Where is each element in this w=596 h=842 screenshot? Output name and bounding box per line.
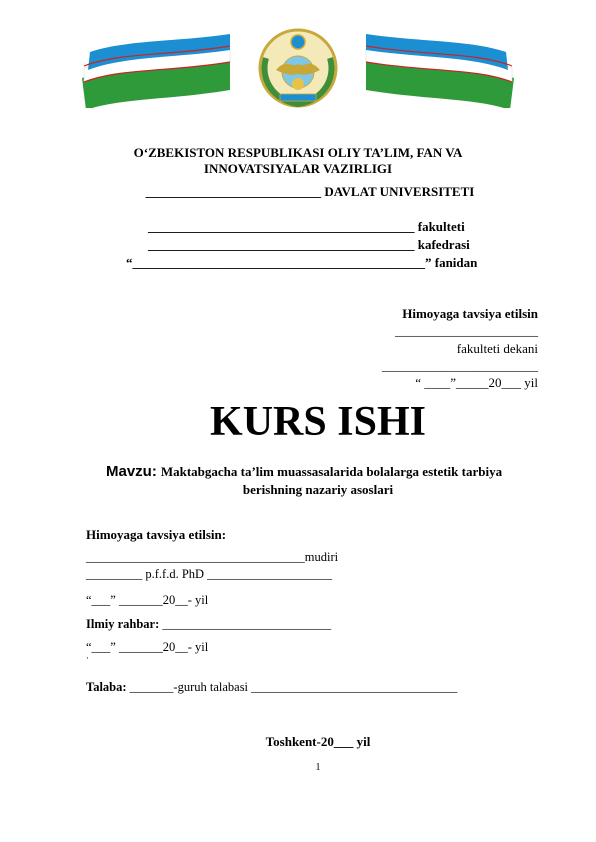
topic-line-2: berishning nazariy asoslari	[242, 482, 394, 497]
student-text: _______-guruh talabasi _________________________________	[126, 680, 458, 694]
university-line: ___________________________ DAVLAT UNIVERSITETI	[145, 184, 475, 199]
ministry-line-2: INNOVATSIYALAR VAZIRLIGI	[203, 161, 393, 176]
page-number: 1	[315, 762, 321, 773]
topic-text-1: Maktabgacha ta’lim muassasalarida bolalarga estetik tarbiya	[160, 464, 503, 479]
approval-blank-2: ________________________	[382, 358, 538, 373]
page-title: KURS ISHI	[210, 399, 426, 445]
date-line-1: “___” _______20__- yil	[86, 593, 209, 607]
city-year: Toshkent-20___ yil	[265, 734, 371, 749]
topic-label: Mavzu:	[106, 463, 157, 480]
topic-line-1	[106, 463, 502, 481]
faculty-line: _________________________________________ fakulteti	[148, 219, 465, 234]
dot-mark: ·	[86, 653, 89, 663]
student-line	[86, 680, 457, 695]
advisor-blank: ___________________________	[159, 617, 332, 631]
advisor-label: Ilmiy rahbar:	[86, 617, 160, 631]
ministry-line-1: O‘ZBEKISTON RESPUBLIKASI OLIY TA’LIM, FAN VA	[133, 145, 463, 160]
dean-label: fakulteti dekani	[456, 341, 538, 356]
flag-left-icon	[82, 34, 230, 108]
approval-title: Himoyaga tavsiya etilsin	[402, 306, 538, 321]
phd-line: _________ p.f.f.d. PhD ____________________	[86, 567, 333, 581]
student-label: Talaba:	[86, 680, 127, 694]
head-of-department-line: ___________________________________mudiri	[86, 550, 339, 564]
approval-date: “ ____”_____20___ yil	[415, 375, 538, 390]
state-emblem-banner	[80, 28, 516, 108]
date-line-2: “___” _______20__- yil	[86, 640, 209, 654]
coat-of-arms-icon	[260, 30, 336, 106]
department-line: _________________________________________ kafedrasi	[148, 237, 470, 252]
advisor-line	[86, 617, 331, 632]
subject-line: “_____________________________________________” fanidan	[126, 255, 478, 270]
approval-bottom-title: Himoyaga tavsiya etilsin:	[86, 527, 227, 542]
approval-blank-1: ______________________	[395, 323, 538, 338]
flag-right-icon	[366, 34, 514, 108]
